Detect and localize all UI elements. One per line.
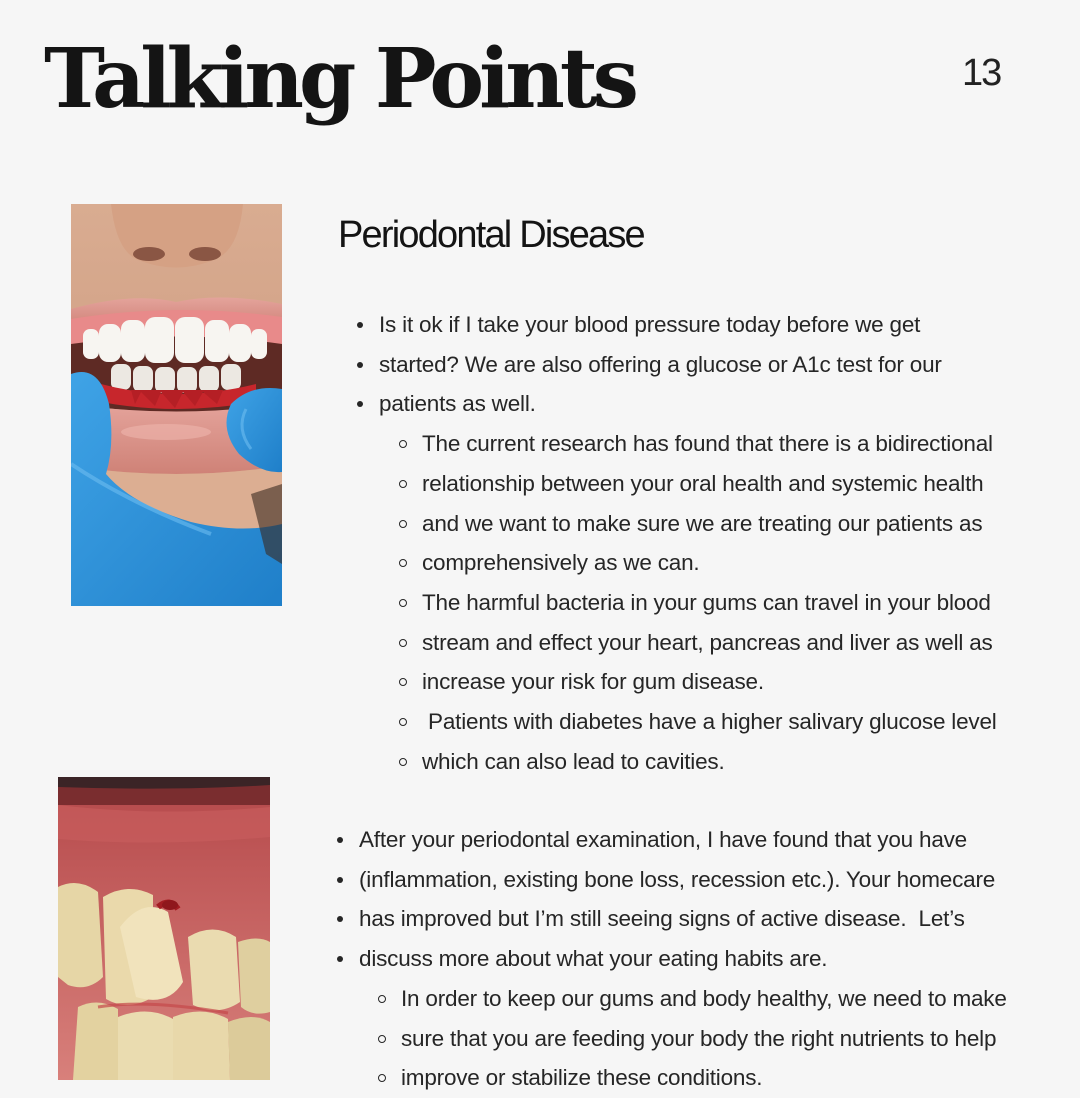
list-item — [379, 305, 1079, 781]
sub-list — [422, 424, 1079, 781]
list-item — [422, 702, 1079, 781]
list-item — [401, 979, 1080, 1098]
list-item — [422, 583, 1079, 702]
bullet-line: In order to keep our gums and body healthy, we need to make — [401, 979, 1080, 1019]
bullet-line: and we want to make sure we are treating our patients as — [422, 504, 1079, 544]
bullet-line: The harmful bacteria in your gums can travel in your blood — [422, 583, 1079, 623]
bullet-line: has improved but I’m still seeing signs of active disease. Let’s — [359, 899, 1080, 939]
bullet-line: improve or stabilize these conditions. — [401, 1058, 1080, 1098]
bullet-list-1 — [379, 305, 1079, 781]
bullet-line: stream and effect your heart, pancreas and liver as well as — [422, 623, 1079, 663]
teeth-photo — [58, 777, 270, 1080]
bullet-line: started? We are also offering a glucose or A1c test for our — [379, 345, 1079, 385]
sub-list — [401, 979, 1080, 1098]
bullet-line: discuss more about what your eating habits are. — [359, 939, 1080, 979]
bullet-line: relationship between your oral health and systemic health — [422, 464, 1079, 504]
bullet-line: patients as well. — [379, 384, 1079, 424]
bullet-line: increase your risk for gum disease. — [422, 662, 1079, 702]
page-title: Talking Points — [44, 31, 634, 127]
smile-photo — [71, 204, 282, 606]
list-item — [422, 424, 1079, 583]
bullet-line: Patients with diabetes have a higher salivary glucose level — [422, 702, 1079, 742]
bullet-list-2 — [359, 820, 1080, 1098]
list-item — [359, 820, 1080, 1098]
bullet-line: Is it ok if I take your blood pressure today before we get — [379, 305, 1079, 345]
bullet-line: (inflammation, existing bone loss, recession etc.). Your homecare — [359, 860, 1080, 900]
bullet-line: sure that you are feeding your body the right nutrients to help — [401, 1019, 1080, 1059]
bullet-line: The current research has found that there is a bidirectional — [422, 424, 1079, 464]
section-heading: Periodontal Disease — [338, 214, 644, 256]
bullet-line: which can also lead to cavities. — [422, 742, 1079, 782]
bullet-line: After your periodontal examination, I have found that you have — [359, 820, 1080, 860]
page-number: 13 — [962, 52, 1001, 94]
bullet-line: comprehensively as we can. — [422, 543, 1079, 583]
